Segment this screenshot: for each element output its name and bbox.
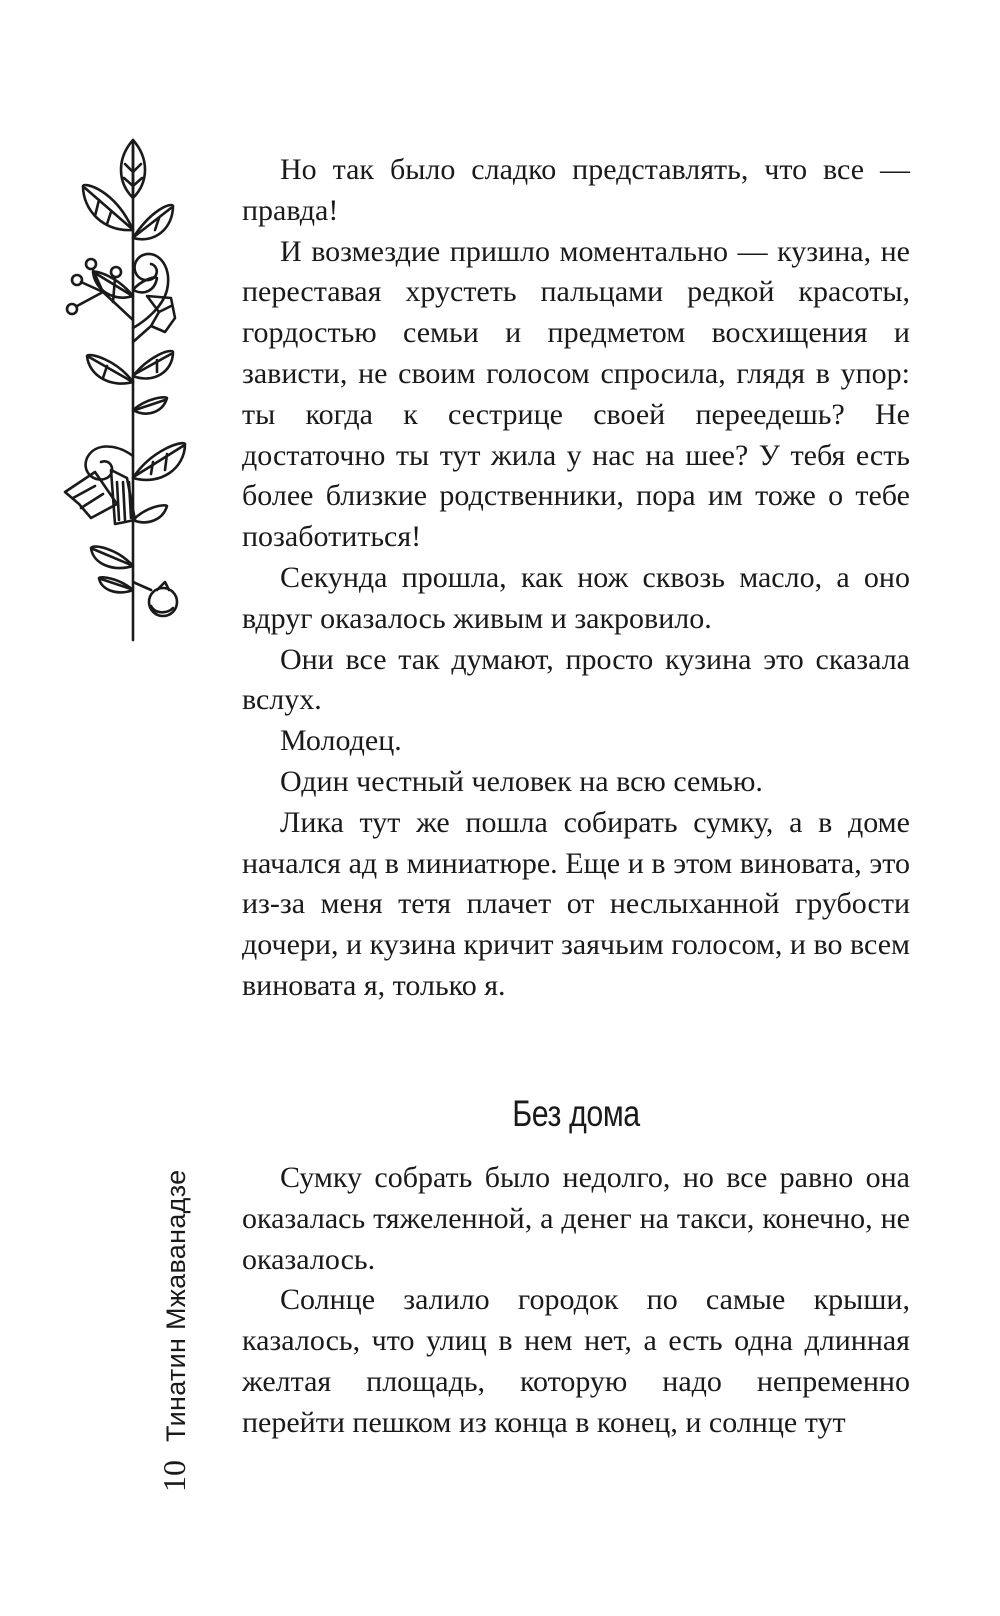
paragraph: Сумку собрать было недолго, но все равно она оказалась тяжеленной, а денег на такси, конечно, не оказалось.	[242, 1161, 910, 1276]
botanical-ornament-icon	[55, 120, 235, 680]
page-number: 10	[156, 1460, 192, 1492]
running-head	[156, 1170, 193, 1492]
paragraph: Но так было сладко представлять, что все — правда!	[242, 153, 910, 227]
chapter-title: Без дома	[512, 1093, 640, 1134]
paragraph: Они все так думают, просто кузина это сказала вслух.	[242, 642, 910, 717]
paragraph: Лика тут же пошла собирать сумку, а в доме начался ад в миниатюре. Еще и в этом виновата, это из-за меня тетя плачет от неслыханной грубости дочери, и кузина кричит заячьим голосом, и во всем виновата я, только я.	[242, 805, 910, 1002]
text-section-2	[242, 1158, 910, 1444]
author-name: Тинатин Мжаванадзе	[161, 1169, 191, 1442]
text-section-1	[242, 150, 910, 1007]
paragraph: Один честный человек на всю семью.	[280, 764, 763, 798]
paragraph: Солнце залило городок по самые крыши, казалось, что улиц в нем нет, а есть одна длинная желтая площадь, которую надо непременно перейти пешком из конца в конец, и солнце тут	[242, 1283, 910, 1439]
paragraph: И возмездие пришло моментально — кузина, не переставая хрустеть пальцами редкой красоты, гордостью семьи и предметом восхищения и зависти, не своим голосом спросила, глядя в упор: ты когда к сестрице своей переедешь? Не достаточно ты тут жила у нас на шее? У тебя есть более близкие родственники, пора им тоже о тебе позаботиться!	[242, 234, 910, 554]
paragraph: Секунда прошла, как нож сквозь масло, а оно вдруг оказалось живым и закровило.	[242, 560, 910, 635]
paragraph: Молодец.	[280, 724, 402, 758]
